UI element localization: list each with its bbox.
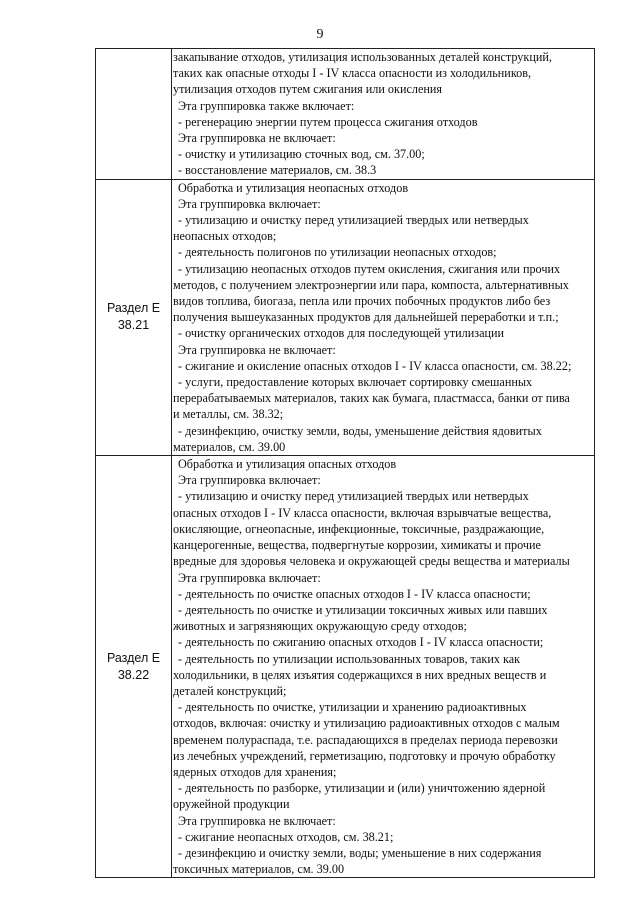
description-cell bbox=[172, 456, 595, 878]
description-line: - очистку и утилизацию сточных вод, см. 37.00; bbox=[178, 147, 425, 162]
description-line: временем полураспада, т.е. распадающихся в пределах периода перевозки bbox=[173, 732, 558, 747]
description-line: видов топлива, биогаза, пепла или прочих побочных продуктов либо без bbox=[173, 294, 551, 309]
section-label: Раздел Е bbox=[106, 301, 161, 316]
description-line: Обработка и утилизация опасных отходов bbox=[178, 457, 397, 472]
description-line: - дезинфекцию и очистку земли, воды; уменьшение в них содержания bbox=[178, 845, 542, 860]
description-line: Эта группировка включает: bbox=[178, 196, 321, 211]
description-line: - деятельность по очистке и утилизации токсичных живых или павших bbox=[178, 602, 548, 617]
section-code-cell bbox=[96, 456, 172, 878]
description-line: перерабатываемых материалов, таких как бумага, пластмасса, банки от пива bbox=[173, 391, 570, 406]
description-line: отходов, включая: очистку и утилизацию радиоактивных отходов с малым bbox=[173, 716, 560, 731]
section-label: Раздел Е bbox=[106, 650, 161, 665]
description-line: Эта группировка не включает: bbox=[178, 813, 336, 828]
description-line: утилизация отходов путем сжигания или окисления bbox=[173, 82, 443, 97]
table-row bbox=[96, 49, 595, 180]
section-code-cell bbox=[96, 49, 172, 180]
description-line: - сжигание и окисление опасных отходов I - IV класса опасности, см. 38.22; bbox=[178, 358, 572, 373]
description-line: - деятельность по очистке, утилизации и хранению радиоактивных bbox=[178, 700, 527, 715]
description-line: - услуги, предоставление которых включает сортировку смешанных bbox=[178, 375, 533, 390]
description-line: окисляющие, огнеопасные, инфекционные, токсичные, раздражающие, bbox=[173, 521, 545, 536]
description-line: - восстановление материалов, см. 38.3 bbox=[178, 163, 377, 178]
description-line: Эта группировка также включает: bbox=[178, 98, 355, 113]
description-line: - деятельность по сжиганию опасных отходов I - IV класса опасности; bbox=[178, 635, 544, 650]
description-line: из лечебных учреждений, герметизацию, подготовку и прочую обработку bbox=[173, 748, 556, 763]
description-line: животных и загрязняющих окружающую среду отходов; bbox=[173, 619, 467, 634]
description-line: - утилизацию и очистку перед утилизацией твердых или нетвердых bbox=[178, 489, 529, 504]
description-line: Эта группировка включает: bbox=[178, 473, 321, 488]
description-line: - утилизацию неопасных отходов путем окисления, сжигания или прочих bbox=[178, 261, 561, 276]
table-row bbox=[96, 179, 595, 455]
description-line: канцерогенные, вещества, подвергнутые коррозии, химикаты и прочие bbox=[173, 538, 541, 553]
description-line: - сжигание неопасных отходов, см. 38.21; bbox=[178, 829, 394, 844]
description-line: неопасных отходов; bbox=[173, 229, 277, 244]
page-number: 9 bbox=[316, 27, 324, 42]
description-line: - дезинфекцию, очистку земли, воды, уменьшение действия ядовитых bbox=[178, 423, 542, 438]
description-line: - утилизацию и очистку перед утилизацией твердых или нетвердых bbox=[178, 213, 529, 228]
description-line: - регенерацию энергии путем процесса сжигания отходов bbox=[178, 114, 478, 129]
description-line: Эта группировка включает: bbox=[178, 570, 321, 585]
description-line: токсичных материалов, см. 39.00 bbox=[173, 862, 345, 877]
description-line: - деятельность по утилизации использованных товаров, таких как bbox=[178, 651, 521, 666]
description-line: - очистку органических отходов для последующей утилизации bbox=[178, 326, 505, 341]
description-line: и металлы, см. 38.32; bbox=[173, 407, 284, 422]
description-line: материалов, см. 39.00 bbox=[173, 439, 286, 454]
classification-table bbox=[95, 48, 595, 878]
description-line: Обработка и утилизация неопасных отходов bbox=[178, 180, 409, 195]
description-line: деталей конструкций; bbox=[173, 683, 287, 698]
section-number: 38.21 bbox=[117, 318, 150, 333]
description-line: - деятельность по разборке, утилизации и (или) уничтожению ядерной bbox=[178, 781, 546, 796]
description-line: - деятельность по очистке опасных отходов I - IV класса опасности; bbox=[178, 586, 531, 601]
description-cell bbox=[172, 179, 595, 455]
description-line: Эта группировка не включает: bbox=[178, 131, 336, 146]
description-line: получения вышеуказанных продуктов для дальнейшей переработки и т.п.; bbox=[173, 310, 559, 325]
table-row bbox=[96, 456, 595, 878]
section-code-cell bbox=[96, 179, 172, 455]
description-cell bbox=[172, 49, 595, 180]
description-line: опасных отходов I - IV класса опасности, включая взрывчатые вещества, bbox=[173, 505, 552, 520]
description-line: закапывание отходов, утилизация использованных деталей конструкций, bbox=[173, 50, 552, 64]
description-line: холодильники, в целях изъятия содержащихся в них вредных веществ и bbox=[173, 667, 547, 682]
section-number: 38.22 bbox=[117, 667, 150, 682]
description-line: ядерных отходов для хранения; bbox=[173, 764, 337, 779]
description-line: Эта группировка не включает: bbox=[178, 342, 336, 357]
description-line: оружейной продукции bbox=[173, 797, 290, 812]
description-line: - деятельность полигонов по утилизации неопасных отходов; bbox=[178, 245, 497, 260]
description-line: таких как опасные отходы I - IV класса опасности из холодильников, bbox=[173, 66, 532, 81]
description-line: вредные для здоровья человека и окружающей среды вещества и материалы bbox=[173, 554, 570, 569]
description-line: методов, с получением электроэнергии или пара, компоста, альтернативных bbox=[173, 277, 569, 292]
